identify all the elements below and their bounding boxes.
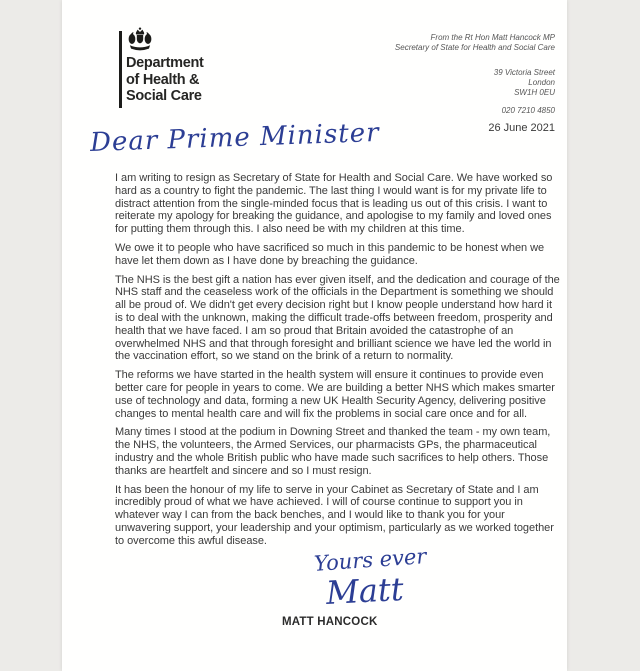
- letter-page: [62, 0, 567, 671]
- address-line: SW1H 0EU: [514, 88, 555, 97]
- handwritten-closing: Yours ever: [313, 544, 428, 576]
- address-block: [494, 68, 555, 98]
- sender-line: From the Rt Hon Matt Hancock MP: [430, 33, 555, 42]
- paragraph-4: The reforms we have started in the health system will ensure it continues to provide even better care for people in years to come. We are building a better NHS which makes smarter use of technology and data, forming a new UK Health Security Agency, delivering positive changes to mental health care and will fix the problems in social care once and for all.: [115, 369, 555, 420]
- letter-body: [115, 172, 560, 554]
- department-name-line: Social Care: [126, 88, 202, 104]
- handwritten-salutation: Dear Prime Minister: [89, 117, 381, 159]
- printed-name: MATT HANCOCK: [282, 616, 378, 628]
- paragraph-5: Many times I stood at the podium in Downing Street and thanked the team - my own team, the NHS, the volunteers, the Armed Services, our pharmacists GPs, the pharmaceutical industry and the whole British public who have made such sacrifices to help others. Those thanks are heartfelt and sincere and so I must resign.: [115, 426, 551, 477]
- logo-vertical-bar: [119, 31, 122, 108]
- sender-block: [395, 33, 555, 53]
- address-line: London: [528, 78, 555, 87]
- phone-number: 020 7210 4850: [501, 106, 555, 115]
- paragraph-2: We owe it to people who have sacrificed so much in this pandemic to be honest when we have let them down as I have done by breaching the guidance.: [115, 241, 545, 267]
- royal-coat-of-arms-icon: [126, 26, 154, 53]
- address-line: 39 Victoria Street: [493, 68, 555, 77]
- department-name: [126, 55, 204, 105]
- paragraph-3: The NHS is the best gift a nation has ever given itself, and the dedication and courage of the NHS staff and the ceaseless work of the officials in the Department is something we should all be proud of. We didn't get every decision right but I know people understand how hard it is to deal with the unknown, making the difficult trade-offs between freedom, prosperity and health that we have faced. I am so proud that Britain avoided the catastrophe of an overwhelmed NHS and that through foresight and brilliant science we have led the world in the vaccination effort, so we stand on the brink of a return to normality.: [115, 273, 560, 363]
- paragraph-6: It has been the honour of my life to serve in your Cabinet as Secretary of State and I am incredibly proud of what we have achieved. I will of course continue to support you in whatever way I can from the back benches, and I would like to thank you for your unwavering support, your leadership and your optimism, particularly as we worked together to overcome this awful disease.: [115, 483, 554, 547]
- handwritten-signature: Matt: [325, 569, 405, 613]
- letter-date: 26 June 2021: [488, 122, 555, 134]
- department-name-line: Department: [126, 55, 204, 71]
- paragraph-1: I am writing to resign as Secretary of State for Health and Social Care. We have worked so hard as a country to fight the pandemic. The last thing I would want is for my private life to distract attention from the single-minded focus that is leading us out of this crisis. I want to reiterate my apology for breaking the guidance, and apologise to my family and loved ones for putting them through this. I also need be with my children at this time.: [115, 172, 553, 236]
- sender-line: Secretary of State for Health and Social Care: [394, 43, 555, 52]
- department-name-line: of Health &: [126, 71, 200, 88]
